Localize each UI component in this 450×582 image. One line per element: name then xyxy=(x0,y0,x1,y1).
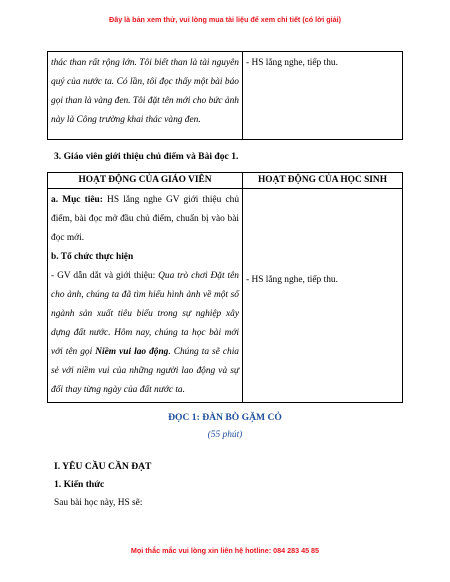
intro-text: - GV dẫn dắt và giới thiệu: xyxy=(51,271,159,281)
lesson-name: Niềm vui lao động xyxy=(95,347,169,357)
teacher-speech: Qua trò chơi Đặt tên cho ảnh, chúng ta đã tìm hiểu hình ảnh về một số ngành sản xuất tiêu biểu trong sự nghiệp xây dựng đất nước. Hôm nay, chúng ta học bài mới với tên gọi xyxy=(51,271,239,357)
student-activity-cell: - HS lắng nghe, tiếp thu. xyxy=(243,189,403,403)
table-row xyxy=(48,189,403,403)
table-header-row xyxy=(48,173,403,189)
organization-label: b. Tổ chức thực hiện xyxy=(51,252,134,262)
teacher-activity-header: HOẠT ĐỘNG CỦA GIÁO VIÊN xyxy=(48,173,243,189)
goal-text: HS lắng nghe GV giới thiệu chủ điểm, bài đọc mở đầu chủ điểm, chuẩn bị vào bài đọc mới. xyxy=(51,195,240,243)
section-3-heading: 3. Giáo viên giới thiệu chủ điểm và Bài đọc 1. xyxy=(54,151,239,162)
table-row xyxy=(48,52,403,140)
hotline-banner: Mọi thắc mắc vui lòng xin liên hệ hotline: 084 283 45 85 xyxy=(130,546,320,555)
section-1-heading: 1. Kiến thức xyxy=(54,479,105,490)
student-activity-cell: - HS lắng nghe, tiếp thu. xyxy=(243,52,403,140)
teacher-activity-cell: thác than rất rộng lớn. Tôi biết than là tài nguyên quý của nước ta. Có lần, tôi đọc thấy một bài báo gọi than là vàng đen. Tôi đặt tên mới cho bức ảnh này là Công trường khai thác vàng đen. xyxy=(48,52,243,140)
teacher-activity-cell xyxy=(48,189,243,403)
activity-table xyxy=(47,172,403,403)
reading-title: ĐỌC 1: ĐÀN BÒ GẶM CỎ xyxy=(168,412,282,423)
section-I-heading: I. YÊU CẦU CẦN ĐẠT xyxy=(54,461,152,472)
preview-banner: Đây là bản xem thử, vui lòng mua tài liệu để xem chi tiết (có lời giải) xyxy=(109,15,341,24)
reading-duration: (55 phút) xyxy=(207,430,243,440)
goal-label: a. Mục tiêu: xyxy=(51,195,103,205)
student-activity-header: HOẠT ĐỘNG CỦA HỌC SINH xyxy=(243,173,403,189)
teacher-speech-tail: . Chúng ta sẽ chia sẻ với niềm vui của những người lao động và sự đổi thay từng ngày của đất nước ta. xyxy=(51,347,239,395)
activity-table-continued xyxy=(47,51,403,140)
body-line: Sau bài học này, HS sẽ: xyxy=(54,498,143,508)
